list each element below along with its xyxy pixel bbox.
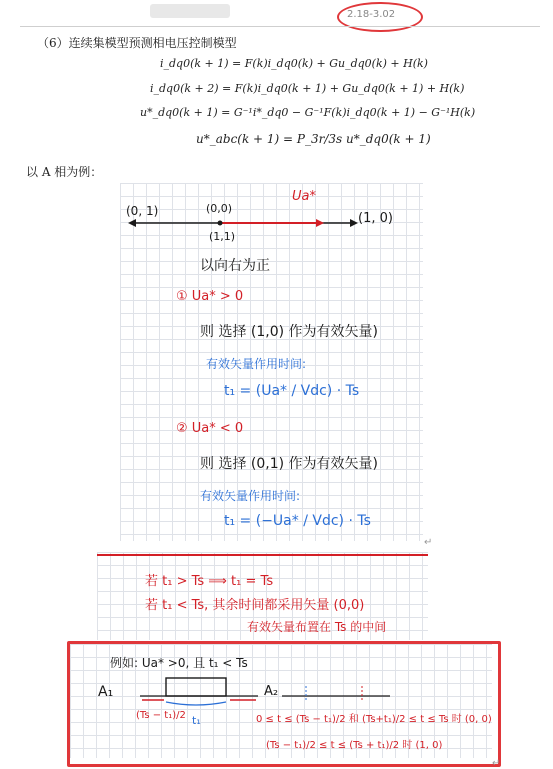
header-divider <box>20 26 540 27</box>
handwritten-note-2 <box>97 552 428 640</box>
equation-4: u*_abc(k + 1) = P_3r/3s u*_dq0(k + 1) <box>196 132 431 146</box>
origin-dot <box>218 221 223 226</box>
equation-2: i_dq0(k + 2) = F(k)i_dq0(k + 1) + Gu_dq0(k + 1) + H(k) <box>150 82 465 95</box>
axis-mid-label: (0,0) <box>206 202 233 215</box>
a1-t1-label: t₁ <box>192 714 201 727</box>
example-intro: 以 A 相为例： <box>26 165 103 179</box>
note2-line-3: 有效矢量布置在 Ts 的中间 <box>247 620 387 634</box>
case2-condition: ② Ua* < 0 <box>176 421 244 436</box>
case1-selection: 则 选择 (1,0) 作为有效矢量) <box>200 324 379 340</box>
a1-left-interval: (Ts − t₁)/2 <box>136 710 186 721</box>
a2-label: A₂ <box>264 684 279 699</box>
note2-line-1: 若 t₁ > Ts ⟹ t₁ = Ts <box>145 574 274 589</box>
ua-vector-label: Ua* <box>292 189 316 204</box>
case2-formula: t₁ = (−Ua* / Vdc) · Ts <box>224 513 371 529</box>
axis-right-arrow <box>350 219 358 227</box>
return-mark-2: ↵ <box>492 758 501 769</box>
note2-line-2: 若 t₁ < Ts, 其余时间都采用矢量 (0,0) <box>145 598 365 613</box>
blurred-header-text <box>150 4 230 18</box>
a2-condition-2: (Ts − t₁)/2 ≤ t ≤ (Ts + t₁)/2 时 (1, 0) <box>266 740 443 751</box>
a2-condition-1: 0 ≤ t ≤ (Ts − t₁)/2 和 (Ts+t₁)/2 ≤ t ≤ Ts 时 (0, 0) <box>256 714 492 725</box>
a1-label: A₁ <box>98 684 114 700</box>
case1-time-title: 有效矢量作用时间: <box>206 357 307 371</box>
section-heading: （6）连续集模型预测相电压控制模型 <box>37 36 237 50</box>
date-range: 2.18-3.02 <box>347 9 396 20</box>
axis-left-label: (0, 1) <box>126 204 159 218</box>
return-mark: ↵ <box>424 537 433 548</box>
axis-right-label: (1, 0) <box>358 211 393 226</box>
equation-3: u*_dq0(k + 1) = G⁻¹i*_dq0 − G⁻¹F(k)i_dq0(k + 1) − G⁻¹H(k) <box>140 106 476 119</box>
note2-top-rule <box>97 554 428 556</box>
ua-vector-head <box>316 219 324 227</box>
case2-time-title: 有效矢量作用时间: <box>200 489 301 503</box>
case1-condition: ① Ua* > 0 <box>176 289 244 304</box>
note3-example: 例如: Ua* >0, 且 t₁ < Ts <box>110 656 248 670</box>
handwritten-note-1 <box>120 183 423 541</box>
highlight-box <box>67 641 501 767</box>
case1-formula: t₁ = (Ua* / Vdc) · Ts <box>224 383 360 399</box>
axis-mid-below-label: (1,1) <box>209 230 236 243</box>
date-highlight-ellipse <box>337 2 423 32</box>
axis-left-arrow <box>128 219 136 227</box>
equation-1: i_dq0(k + 1) = F(k)i_dq0(k) + Gu_dq0(k) + H(k) <box>160 57 428 70</box>
direction-note: 以向右为正 <box>200 258 270 274</box>
case2-selection: 则 选择 (0,1) 作为有效矢量) <box>200 456 379 472</box>
